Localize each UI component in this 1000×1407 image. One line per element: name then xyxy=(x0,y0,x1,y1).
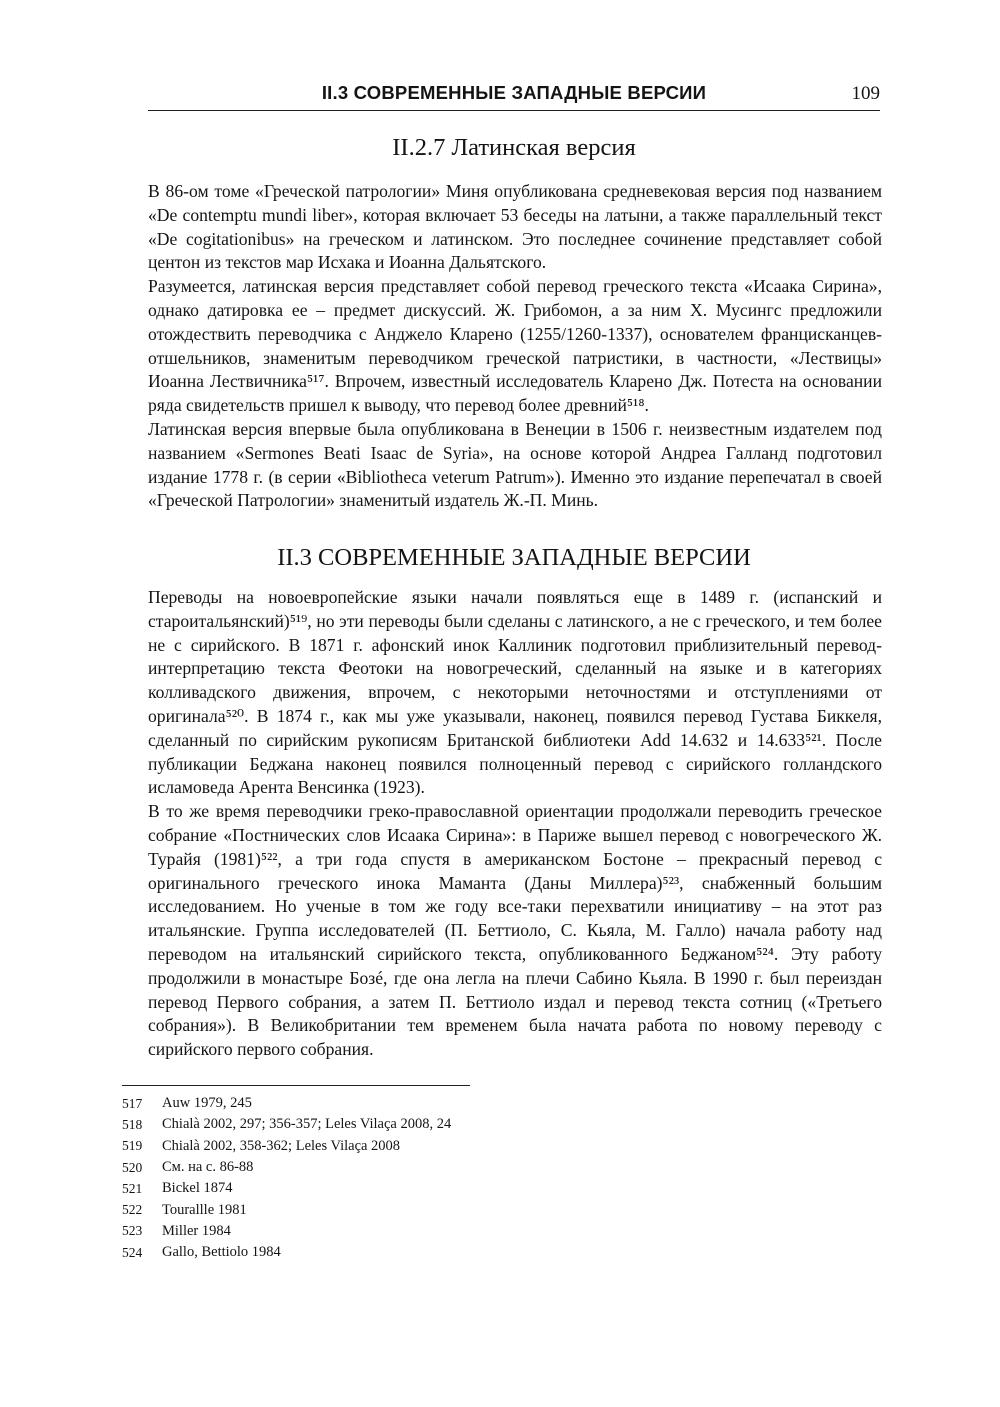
footnote-text: Chialà 2002, 297; 356-357; Leles Vilaça 2008, 24 xyxy=(162,1116,452,1133)
section-heading: II.3 СОВРЕМЕННЫЕ ЗАПАДНЫЕ ВЕРСИИ xyxy=(277,544,751,571)
subsection-heading: II.2.7 Латинская версия xyxy=(392,134,636,161)
footnote xyxy=(122,1178,622,1199)
footnote-number: 519 xyxy=(122,1138,143,1154)
footnote xyxy=(122,1221,622,1242)
footnote-number: 520 xyxy=(122,1159,143,1175)
footnote-text: Gallo, Bettiolo 1984 xyxy=(162,1244,281,1261)
paragraph: В 86-ом томе «Греческой патрологии» Миня опубликована средневековая версия под названием «De contemptu mundi liber», которая включает 53 беседы на латыни, а также параллельный текст «De cogitationibus» на греческом и латинском. Это последнее сочинение представляет собой центон из текстов мар Исхака и Иоанна Дальятского. xyxy=(148,181,882,273)
footnote-text: Bickel 1874 xyxy=(162,1180,233,1197)
section-body xyxy=(148,586,882,1062)
footnote xyxy=(122,1199,622,1220)
footnotes xyxy=(122,1093,622,1263)
footnote-divider xyxy=(122,1085,470,1086)
footnote-number: 524 xyxy=(122,1244,143,1260)
footnote xyxy=(122,1136,622,1157)
paragraph: Латинская версия впервые была опубликована в Венеции в 1506 г. неизвестным издателем под названием «Sermones Beati Isaac de Syria», на основе которой Андреа Галланд подготовил издание 1778 г. (в серии «Bibliotheca veterum Patrum»). Именно это издание перепечатал в своей «Греческой Патрологии» знаменитый издатель Ж.-П. Минь. xyxy=(148,418,882,511)
footnote-text: Auw 1979, 245 xyxy=(162,1095,252,1112)
paragraph: Разумеется, латинская версия представляет собой перевод греческого текста «Исаака Сирина», однако датировка ее – предмет дискуссий. Ж. Грибомон, а за ним Х. Мусингс предложили отождествить переводчика с Анджело Кларено (1255/1260-1337), основателем францисканцев-отшельников, знаменитым переводчиком греческой патристики, в частности, «Лествицы» Иоанна Лествичника⁵¹⁷. Впрочем, известный исследователь Кларено Дж. Потеста на основании ряда свидетельств пришел к выводу, что перевод более древний⁵¹⁸. xyxy=(148,276,882,416)
footnote-number: 518 xyxy=(122,1116,143,1132)
running-header xyxy=(148,80,880,111)
footnote-text: Miller 1984 xyxy=(162,1222,231,1239)
paragraph: Переводы на новоевропейские языки начали появляться еще в 1489 г. (испанский и староитальянский)⁵¹⁹, но эти переводы были сделаны с латинского, а не с греческого, и тем более не с сирийского. В 1871 г. афонский инок Каллиник подготовил приблизительный перевод-интерпретацию текста Феотоки на новогреческий, сделанный на языке и в категориях колливадского движения, впрочем, с некоторыми неточностями и отступлениями от оригинала⁵²⁰. В 1874 г., как мы уже указывали, наконец, появился перевод Густава Биккеля, сделанный по сирийским рукописям Британской библиотеки Add 14.632 и 14.633⁵²¹. После публикации Беджана наконец появился полноценный перевод с сирийского голландского исламоведа Арента Венсинка (1923). xyxy=(148,587,882,798)
subsection-body xyxy=(148,180,882,513)
footnote-number: 517 xyxy=(122,1095,143,1111)
footnote xyxy=(122,1242,622,1263)
footnote xyxy=(122,1157,622,1178)
footnote-text: Tourallle 1981 xyxy=(162,1201,247,1218)
page-number: 109 xyxy=(851,83,880,104)
footnote xyxy=(122,1114,622,1135)
running-title: II.3 СОВРЕМЕННЫЕ ЗАПАДНЫЕ ВЕРСИИ xyxy=(321,82,707,103)
footnote-number: 523 xyxy=(122,1223,143,1239)
footnote xyxy=(122,1093,622,1114)
footnote-text: Chialà 2002, 358-362; Leles Vilaça 2008 xyxy=(162,1137,401,1154)
footnote-number: 522 xyxy=(122,1202,143,1218)
footnote-number: 521 xyxy=(122,1180,143,1196)
paragraph: В то же время переводчики греко-православной ориентации продолжали переводить греческое собрание «Постнических слов Исаака Сирина»: в Париже вышел перевод с новогреческого Ж. Турайя (1981)⁵²², а три года спустя в американском Бостоне – прекрасный перевод с оригинального греческого инока Маманта (Даны Миллера)⁵²³, снабженный большим исследованием. Но ученые в том же году все-таки перехватили инициативу – на этот раз итальянские. Группа исследователей (П. Беттиоло, С. Кьяла, М. Галло) начала работу над переводом на итальянский сирийского текста, опубликованного Беджаном⁵²⁴. Эту работу продолжили в монастыре Бозé, где она легла на плечи Сабино Кьяла. В 1990 г. был переиздан перевод Первого собрания, а затем П. Беттиоло издал и перевод текста сотниц («Третьего собрания»). В Великобритании тем временем была начата работа по новому переводу с сирийского первого собрания. xyxy=(148,801,882,1060)
footnote-text: См. на с. 86-88 xyxy=(162,1159,254,1176)
